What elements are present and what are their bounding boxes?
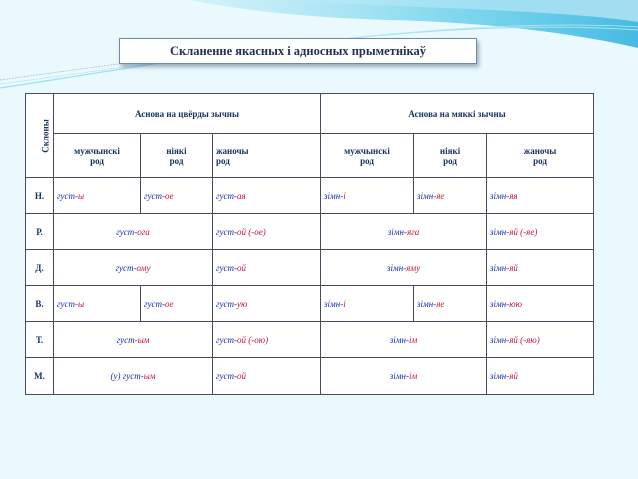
- table-row: [26, 178, 594, 214]
- gender-header-hard-fem: жаночы род: [213, 134, 321, 178]
- hard-stem-header: Аснова на цвёрды зычны: [54, 94, 321, 134]
- case-label: М.: [26, 358, 54, 395]
- header-row-genders: [26, 134, 594, 178]
- form-cell: густ-ога: [54, 214, 213, 250]
- form-cell: густ-ы: [54, 178, 141, 214]
- form-cell: густ-ой (-ое): [213, 214, 321, 250]
- soft-stem-header: Аснова на мяккі зычны: [321, 94, 594, 134]
- form-cell: густ-ой (-ою): [213, 322, 321, 358]
- header-row-stems: [26, 94, 594, 134]
- form-cell: густ-ую: [213, 286, 321, 322]
- form-cell: зімн-яй: [487, 358, 594, 395]
- table-row: [26, 214, 594, 250]
- gender-header-soft-fem: жаночы род: [487, 134, 594, 178]
- table-row: [26, 286, 594, 322]
- form-cell: густ-ому: [54, 250, 213, 286]
- form-cell: густ-ы: [54, 286, 141, 322]
- form-cell: густ-ое: [141, 178, 213, 214]
- form-cell: (у) густ-ым: [54, 358, 213, 395]
- gender-header-soft-neut: ніякі род: [414, 134, 487, 178]
- form-cell: зімн-юю: [487, 286, 594, 322]
- form-cell: зімн-яя: [487, 178, 594, 214]
- table-row: [26, 358, 594, 395]
- form-cell: зімн-яму: [321, 250, 487, 286]
- case-label: В.: [26, 286, 54, 322]
- cases-header-label: Склоны: [40, 118, 51, 153]
- case-label: Д.: [26, 250, 54, 286]
- gender-header-hard-masc: мужчынскі род: [54, 134, 141, 178]
- form-cell: зімн-ім: [321, 358, 487, 395]
- form-cell: густ-ой: [213, 250, 321, 286]
- form-cell: зімн-яе: [414, 286, 487, 322]
- gender-header-hard-neut: ніякі род: [141, 134, 213, 178]
- cases-header-cell: [26, 94, 54, 178]
- case-label: Р.: [26, 214, 54, 250]
- table-row: [26, 250, 594, 286]
- form-cell: густ-ым: [54, 322, 213, 358]
- declension-table: [25, 93, 594, 395]
- form-cell: густ-ое: [141, 286, 213, 322]
- form-cell: зімн-яй (-яе): [487, 214, 594, 250]
- table-row: [26, 322, 594, 358]
- form-cell: зімн-яй (-яю): [487, 322, 594, 358]
- gender-header-soft-masc: мужчынскі род: [321, 134, 414, 178]
- form-cell: зімн-ім: [321, 322, 487, 358]
- form-cell: густ-ой: [213, 358, 321, 395]
- case-label: Н.: [26, 178, 54, 214]
- form-cell: зімн-і: [321, 286, 414, 322]
- form-cell: зімн-яе: [414, 178, 487, 214]
- form-cell: зімн-яй: [487, 250, 594, 286]
- slide-title: Скланенне якасных і адносных прыметнікаў: [119, 38, 477, 64]
- form-cell: зімн-яга: [321, 214, 487, 250]
- case-label: Т.: [26, 322, 54, 358]
- form-cell: густ-ая: [213, 178, 321, 214]
- form-cell: зімн-і: [321, 178, 414, 214]
